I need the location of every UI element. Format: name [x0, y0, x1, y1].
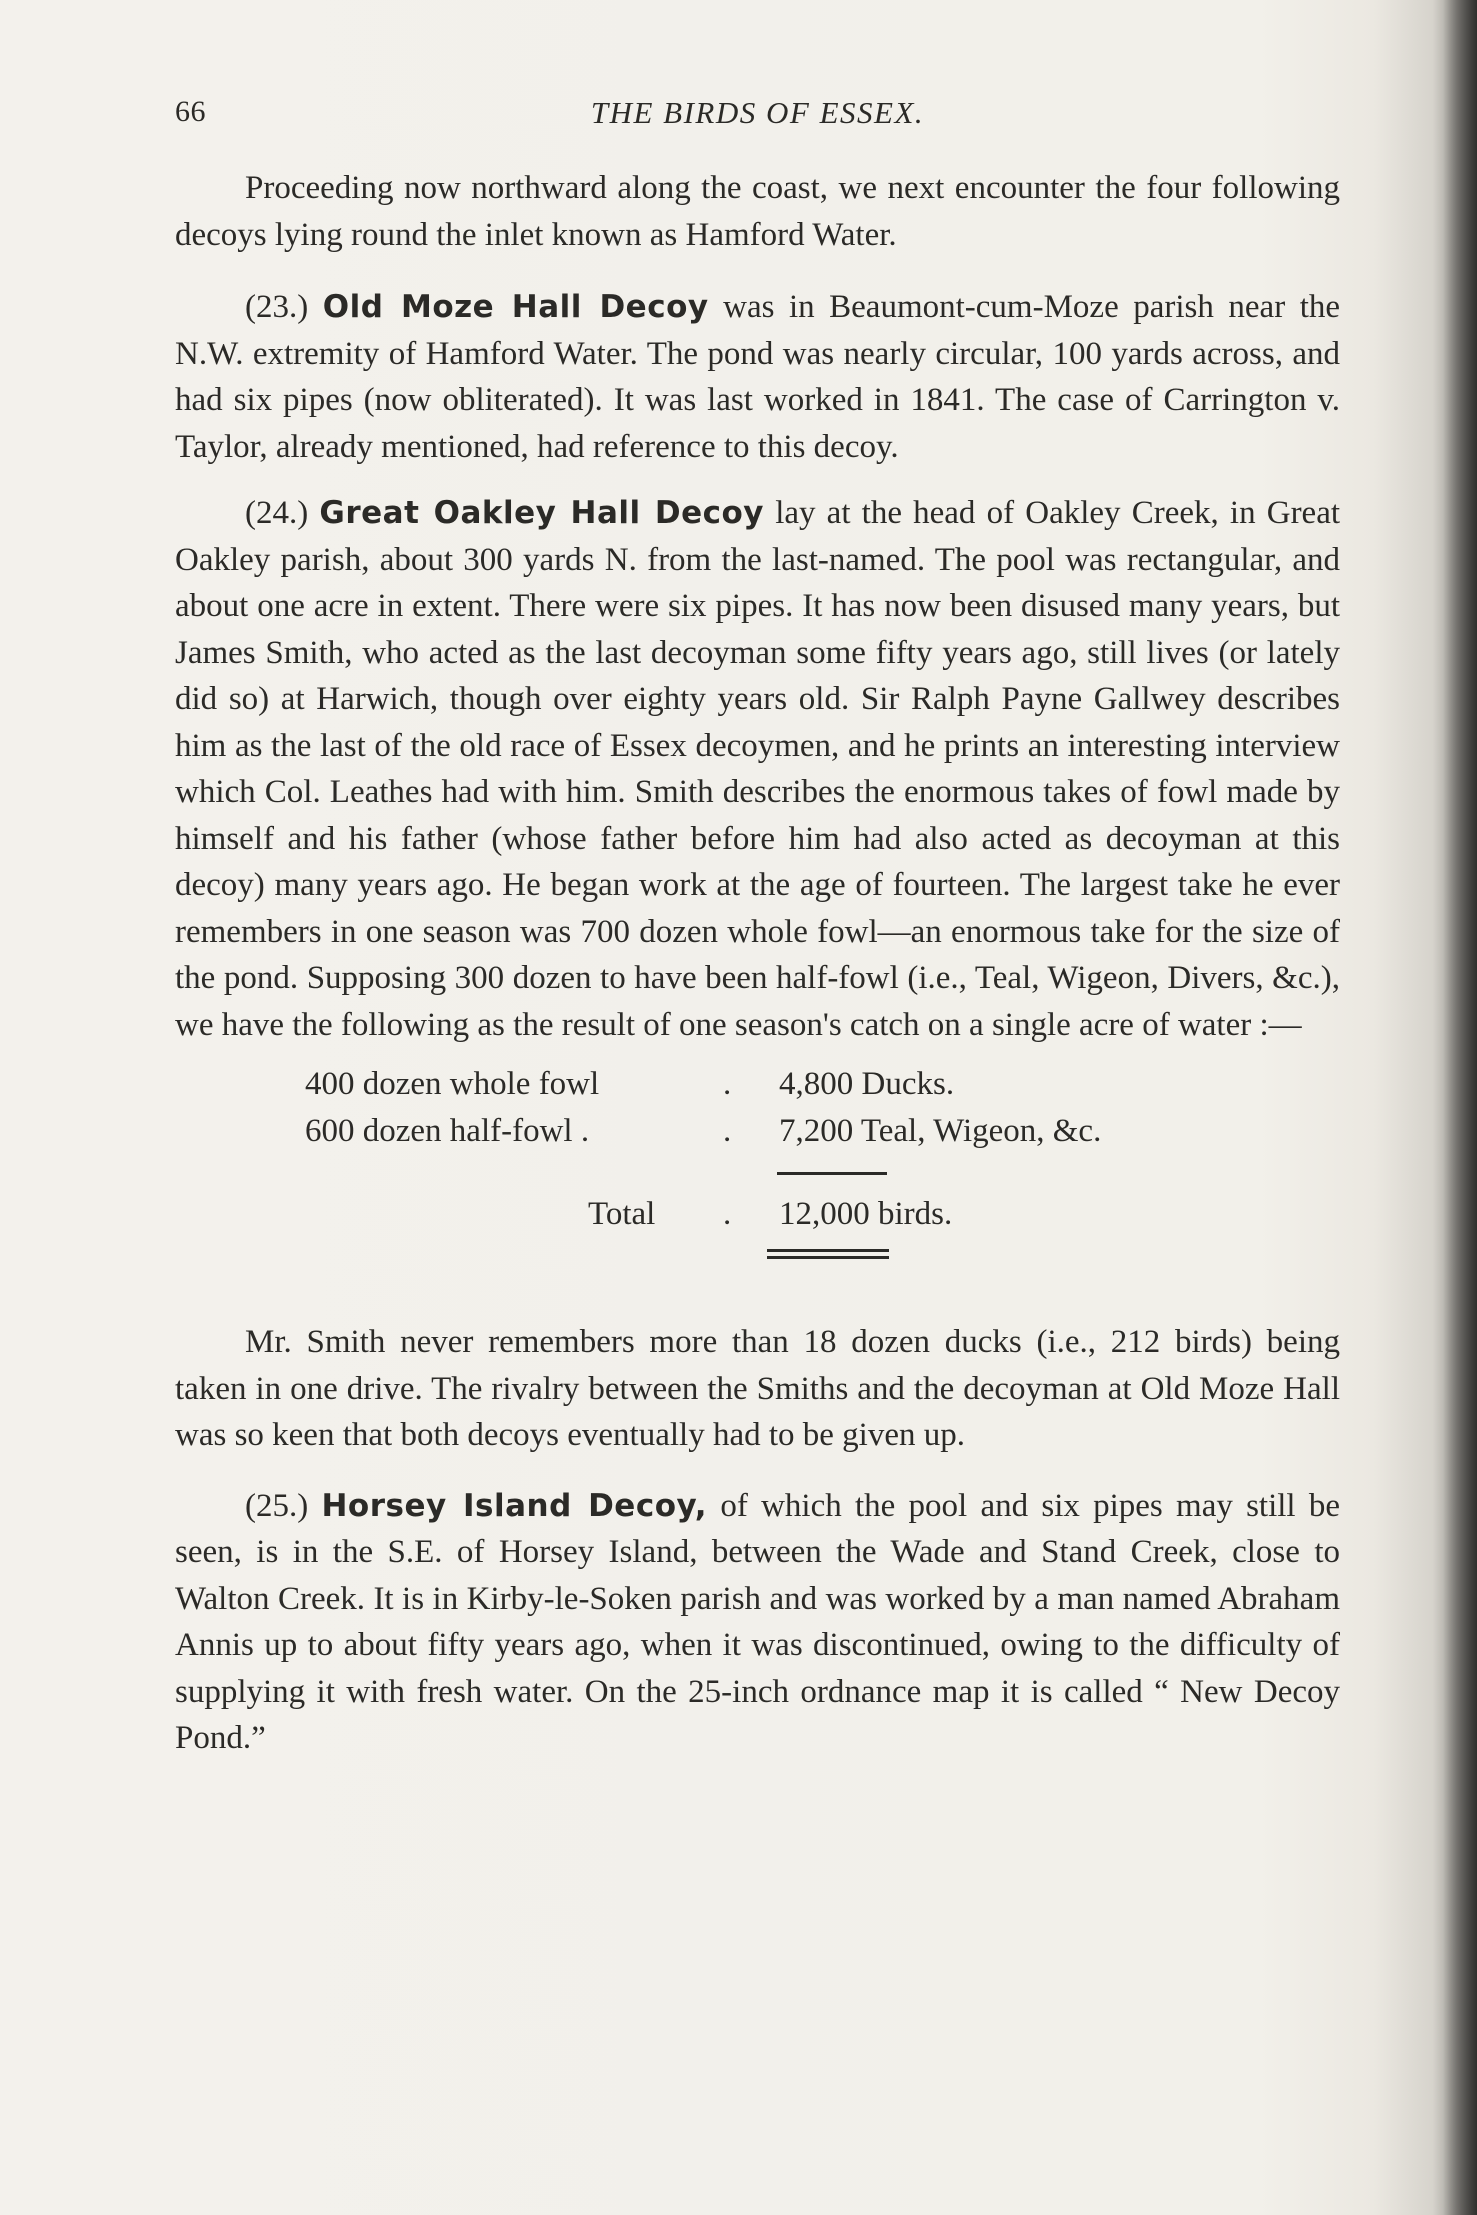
double-rule-bottom [767, 1256, 889, 1259]
table-row [175, 1113, 1340, 1159]
spine-shadow [1443, 0, 1477, 2215]
paragraph-old-moze-hall [175, 284, 1340, 470]
page-header [175, 95, 1340, 145]
running-head: THE BIRDS OF ESSEX. [590, 95, 925, 130]
entry-text: lay at the head of Oakley Creek, in Great Oakley parish, about 300 yards N. from the last-named. The pool was rectangular, and about one acre in extent. There were six pipes. It has now been disused many years, but James Smith, who acted as the last decoyman some fifty years ago, still lives (or lately did so) at Harwich, though over eighty years old. Sir Ralph Payne Gallwey describes him as the last of the old race of Essex decoymen, and he prints an interesting interview which Col. Leathes had with him. Smith describes the enormous takes of fowl made by himself and his father (whose father before him had also acted as decoyman at this decoy) many years ago. He began work at the age of fourteen. The largest take he ever remembers in one season was 700 dozen whole fowl—an enormous take for the size of the pond. Supposing 300 dozen to have been half-fowl (i.e., Teal, Wigeon, Divers, &c.), we have the following as the result of one season's catch on a single acre of water :— [175, 495, 1341, 1043]
paragraph-horsey-island [175, 1483, 1340, 1762]
decoy-name: Horsey Island Decoy, [321, 1487, 708, 1524]
paragraph-great-oakley-hall [175, 490, 1340, 1048]
row-leader: . [723, 1196, 732, 1232]
table-row [175, 1066, 1340, 1112]
entry-number: (23.) [245, 289, 309, 325]
row-leader: . [723, 1113, 732, 1149]
row-leader: . [723, 1066, 732, 1102]
entry-text: of which the pool and six pipes may still be seen, is in the S.E. of Horsey Island, between the Wade and Stand Creek, close to Walton Creek. It is in Kirby-le-Soken parish and was worked by a man named Abraham Annis up to about fifty years ago, when it was discontinued, owing to the difficulty of supplying it with fresh water. On the 25-inch ordnance map it is called “ New Decoy Pond.” [175, 1487, 1340, 1756]
total-row [175, 1196, 1340, 1242]
decoy-name: Old Moze Hall Decoy [322, 289, 709, 325]
row-quantity: 600 dozen half-fowl . [305, 1113, 590, 1149]
paragraph-smith: Mr. Smith never remembers more than 18 dozen ducks (i.e., 212 birds) being taken in one drive. The rivalry between the Smiths and the decoyman at Old Moze Hall was so keen that both decoys eventually had to be given up. [175, 1324, 1340, 1453]
total-label: Total [588, 1196, 656, 1232]
entry-number: (24.) [245, 495, 309, 531]
row-result: 4,800 Ducks. [779, 1066, 955, 1102]
row-result: 7,200 Teal, Wigeon, &c. [779, 1113, 1102, 1149]
sum-rule [777, 1172, 887, 1175]
total-value: 12,000 birds. [779, 1196, 953, 1232]
row-quantity: 400 dozen whole fowl [305, 1066, 600, 1102]
decoy-name: Great Oakley Hall Decoy [319, 495, 765, 531]
body-text [175, 165, 1340, 1762]
page-number: 66 [175, 95, 206, 128]
entry-number: (25.) [245, 1487, 309, 1524]
double-rule-top [767, 1249, 889, 1252]
entry-text: was in Beaumont-cum-Moze parish near the N.W. extremity of Hamford Water. The pond was nearly circular, 100 yards across, and had six pipes (now obliterated). It was last worked in 1841. The case of Carrington v. Taylor, already mentioned, had reference to this decoy. [175, 289, 1341, 465]
catch-table [175, 1066, 1340, 1291]
intro-paragraph: Proceeding now northward along the coast, we next encounter the four following decoys lying round the inlet known as Hamford Water. [175, 170, 1340, 253]
